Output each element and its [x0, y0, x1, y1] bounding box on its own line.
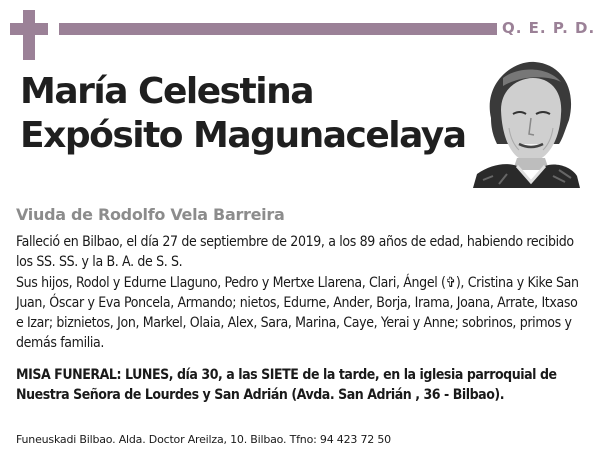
name-line-1: María Celestina [20, 71, 314, 112]
death-details-paragraph: Falleció en Bilbao, el día 27 de septiembre de 2019, a los 89 años de edad, habiendo recibido los SS. SS. y la B. A. de S. S. [16, 234, 574, 270]
funeral-home-footer: Funeuskadi Bilbao. Alda. Doctor Areilza, 10. Bilbao. Tfno: 94 423 72 50 [16, 433, 391, 446]
family-text-part-2: ), Cristina y Kike San Juan, Óscar y Eva Poncela, Armando; nietos, Edurne, Ander, Borja, Irama, Joana, Arrate, Itxaso e Izar; biznietos, Jon, Markel, Olaia, Alex, Sara, Marina, Caye, Yerai y Anne; sobrinos, primos y demás familia. [16, 275, 579, 351]
qepd-label: Q. E. P. D. [502, 19, 596, 37]
funeral-mass-paragraph: MISA FUNERAL: LUNES, día 30, a las SIETE de la tarde, en la iglesia parroquial de Nuestra Señora de Lourdes y San Adrián (Avda. San Adrián , 36 - Bilbao). [16, 367, 557, 403]
deceased-name [20, 70, 470, 158]
small-cross-icon: ✞ [445, 275, 456, 291]
cross-vertical-bar [23, 10, 35, 60]
cross-horizontal-bar [10, 23, 48, 35]
widow-of-line: Viuda de Rodolfo Vela Barreira [16, 205, 285, 224]
portrait-photo [473, 58, 580, 188]
name-line-2: Expósito Magunacelaya [20, 115, 466, 156]
family-text-part-1: Sus hijos, Rodol y Edurne Llaguno, Pedro y Mertxe Llarena, Clari, Ángel ( [16, 275, 446, 291]
family-paragraph [16, 273, 584, 353]
header-rule [59, 23, 497, 35]
